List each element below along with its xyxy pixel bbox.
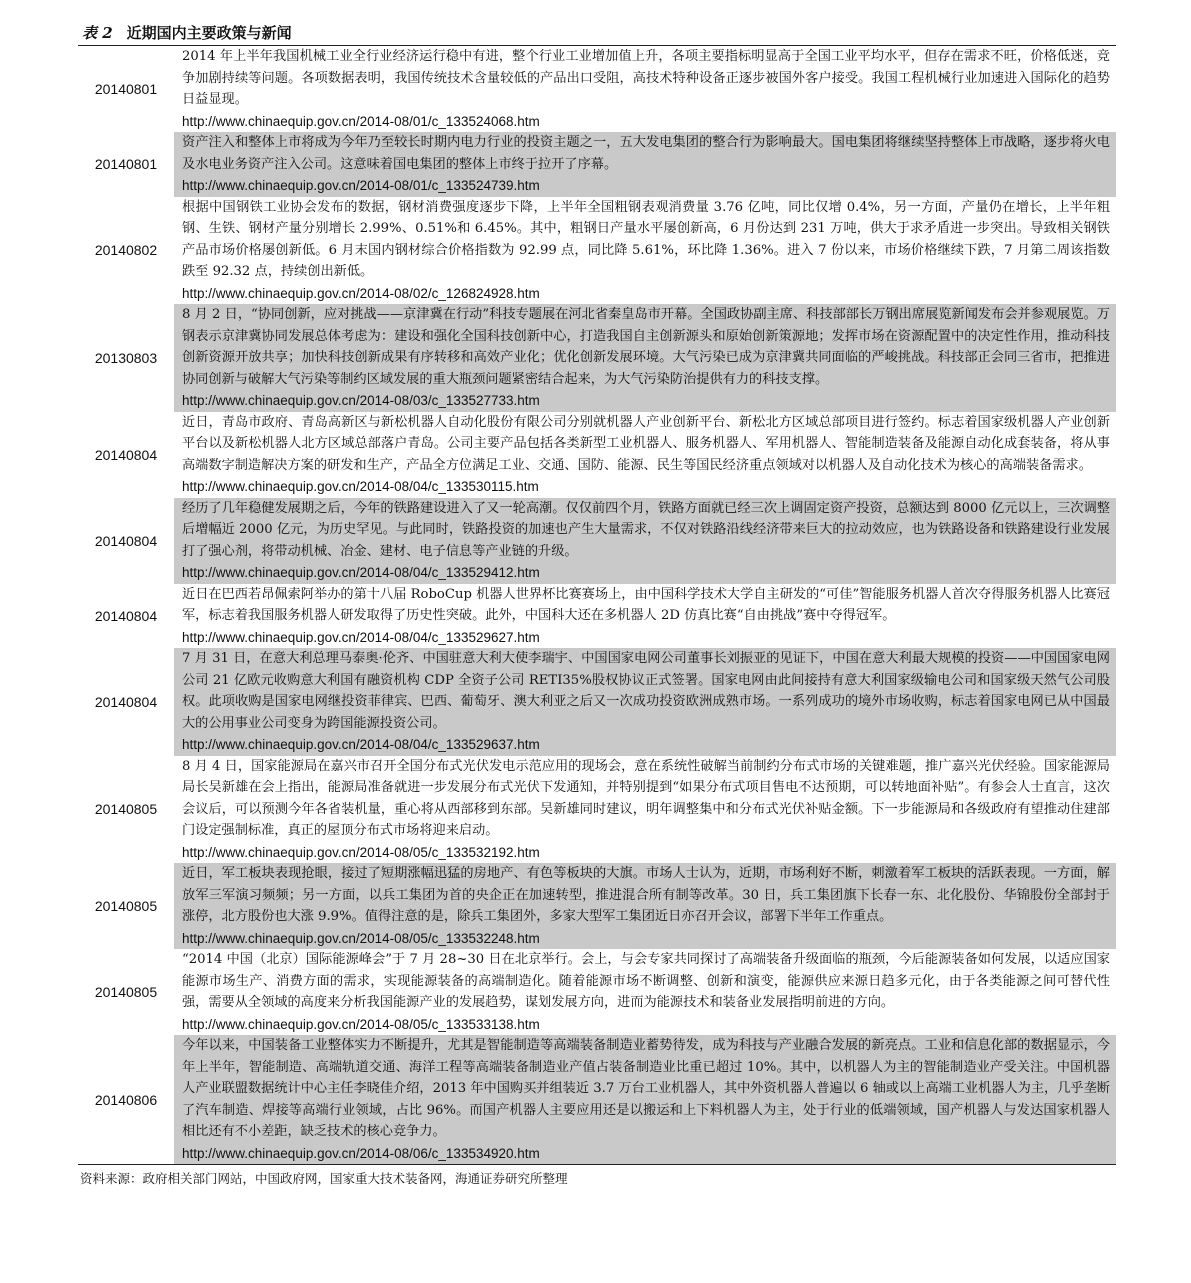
row-date: 20140805 xyxy=(94,801,158,818)
table-number: 表 2 xyxy=(82,24,113,42)
table-title-bar xyxy=(78,20,1116,46)
news-table xyxy=(78,46,1116,1164)
news-text: 近日，军工板块表现抢眼，接过了短期涨幅迅猛的房地产、有色等板块的大旗。市场人士认为，近期，市场利好不断，刺激着军工板块的活跃表现。一方面，解放军三军演习频频；另一方面，以兵工集团为首的央企正在加速转型，推进混合所有制等改革。30 日，兵工集团旗下长春一东、北化股份、华锦股份全部封于涨停，北方股份也大涨 9.9%。值得注意的是，除兵工集团外，多家大型军工集团近日亦召开会议，部署下半年工作重点。 xyxy=(182,866,1110,924)
news-url-link[interactable]: http://www.chinaequip.gov.cn/2014-08/04/c_133529637.htm xyxy=(182,737,540,752)
bottom-rule xyxy=(78,1164,1116,1165)
news-text: 2014 年上半年我国机械工业全行业经济运行稳中有进，整个行业工业增加值上升，各项主要指标明显高于全国工业平均水平，但存在需求不旺，价格低迷，竞争加剧持续等问题。各项数据表明，我国传统技术含量较低的产品出口受阻，高技术特种设备正逐步被国外客户接受。我国工程机械行业加速进入国际化的趋势日益显现。 xyxy=(182,49,1110,107)
table-row xyxy=(78,949,1116,1035)
news-url-link[interactable]: http://www.chinaequip.gov.cn/2014-08/01/c_133524068.htm xyxy=(182,113,540,129)
row-date: 20140805 xyxy=(94,984,158,1000)
row-content xyxy=(174,863,1116,949)
row-date: 20140801 xyxy=(94,81,158,97)
news-url-link[interactable]: http://www.chinaequip.gov.cn/2014-08/04/c_133529627.htm xyxy=(182,629,540,645)
row-date: 20140805 xyxy=(94,898,158,914)
table-row xyxy=(78,412,1116,498)
table-row xyxy=(78,863,1116,949)
news-text: 今年以来，中国装备工业整体实力不断提升，尤其是智能制造等高端装备制造业蓄势待发，成为科技与产业融合发展的新亮点。工业和信息化部的数据显示，今年上半年，智能制造、高端轨道交通、海洋工程等高端装备制造业产值占装备制造业比重已超过 10%。其中，以机器人为主的智能制造业产受关注。中国机器人产业联盟数据统计中心主任李晓佳介绍，2013 年中国购买并组装近 3.7 万台工业机器人，其中外资机器人普遍以 6 轴或以上高端工业机器人为主，几乎垄断了汽车制造、焊接等高端行业领域，占比 96%。而国产机器人主要应用还是以搬运和上下料机器人为主，处于行业的低端领域，国产机器人与发达国家机器人相比还有不小差距，缺乏技术的核心竞争力。 xyxy=(182,1038,1110,1139)
news-text: 7 月 31 日，在意大利总理马泰奥·伦齐、中国驻意大利大使李瑞宇、中国国家电网公司董事长刘振亚的见证下，中国在意大利最大规模的投资——中国国家电网公司 21 亿欧元收购意大利国有融资机构 CDP 全资子公司 RETI35%股权协议正式签署。国家电网由此间接持有意大利国家级输电公司和国家级天然气公司股权。此项收购是国家电网继投资菲律宾、巴西、葡萄牙、澳大利亚之后又一次成功投资欧洲成熟市场。一系列成功的境外市场收购，标志着国家电网已从中国最大的公用事业公司变身为跨国能源投资公司。 xyxy=(182,651,1110,731)
news-text: 近日在巴西若昂佩索阿举办的第十八届 RoboCup 机器人世界杯比赛赛场上，由中国科学技术大学自主研发的“可佳”智能服务机器人首次夺得服务机器人比赛冠军，标志着我国服务机器人研发取得了历史性突破。此外，中国科大还在多机器人 2D 仿真比赛“自由挑战”赛中夺得冠军。 xyxy=(182,586,1110,623)
news-url-link[interactable]: http://www.chinaequip.gov.cn/2014-08/05/c_133533138.htm xyxy=(182,1016,540,1032)
row-date: 20140806 xyxy=(94,1091,158,1108)
row-content xyxy=(174,46,1116,132)
table-row xyxy=(78,498,1116,584)
table-title: 近期国内主要政策与新闻 xyxy=(126,24,292,42)
row-date: 20130803 xyxy=(94,349,158,366)
table-row xyxy=(78,304,1116,412)
news-url-link[interactable]: http://www.chinaequip.gov.cn/2014-08/05/c_133532192.htm xyxy=(182,844,540,860)
news-url-link[interactable]: http://www.chinaequip.gov.cn/2014-08/02/c_126824928.htm xyxy=(182,285,540,301)
source-note: 资料来源：政府相关部门网站，中国政府网，国家重大技术装备网，海通证券研究所整理 xyxy=(80,1171,568,1186)
news-url-link[interactable]: http://www.chinaequip.gov.cn/2014-08/03/c_133527733.htm xyxy=(182,393,540,408)
table-row xyxy=(78,197,1116,305)
news-url-link[interactable]: http://www.chinaequip.gov.cn/2014-08/06/c_133534920.htm xyxy=(182,1145,540,1161)
row-content xyxy=(174,498,1116,584)
row-content xyxy=(174,197,1116,305)
row-date: 20140801 xyxy=(94,156,158,173)
row-date: 20140804 xyxy=(94,532,158,549)
row-date: 20140804 xyxy=(94,446,158,463)
table-row xyxy=(78,132,1116,197)
table-row xyxy=(78,584,1116,649)
table-row xyxy=(78,46,1116,132)
news-text: 8 月 2 日，“协同创新，应对挑战——京津冀在行动”科技专题展在河北省秦皇岛市开幕。全国政协副主席、科技部部长万钢出席展览新闻发布会并参观展览。万钢表示京津冀协同发展总体考虑为：建设和强化全国科技创新中心，打造我国自主创新源头和原始创新策源地；发挥市场在资源配置中的决定性作用，推动科技创新资源开放共享；加快科技创新成果有序转移和高效产业化；优化创新发展环境。大气污染已成为京津冀共同面临的严峻挑战。科技部正会同三省市，把推进协同创新与破解大气污染等制约区域发展的重大瓶颈问题紧密结合起来，为大气污染防治提供有力的科技支撑。 xyxy=(182,307,1110,387)
row-content xyxy=(174,304,1116,412)
row-date: 20140802 xyxy=(94,242,158,259)
row-date: 20140804 xyxy=(94,607,158,624)
news-text: 资产注入和整体上市将成为今年乃至较长时期内电力行业的投资主题之一，五大发电集团的整合行为影响最大。国电集团将继续坚持整体上市战略，逐步将火电及水电业务资产注入公司。这意味着国电集团的整体上市终于拉开了序幕。 xyxy=(182,135,1110,172)
news-text: 经历了几年稳健发展期之后，今年的铁路建设进入了又一轮高潮。仅仅前四个月，铁路方面就已经三次上调固定资产投资，总额达到 8000 亿元以上，三次调整后增幅近 2000 亿元，为历史罕见。与此同时，铁路投资的加速也产生大量需求，不仅对铁路沿线经济带来巨大的拉动效应，也为铁路设备和铁路建设行业发展打了强心剂，将带动机械、冶金、建材、电子信息等产业链的升级。 xyxy=(182,500,1110,559)
news-text: 近日，青岛市政府、青岛高新区与新松机器人自动化股份有限公司分别就机器人产业创新平台、新松北方区域总部项目进行签约。标志着国家级机器人产业创新平台以及新松机器人北方区域总部落户青岛。公司主要产品包括各类新型工业机器人、服务机器人、军用机器人、智能制造装备及能源自动化成套装备，将从事高端数字制造解决方案的研发和生产，产品全方位满足工业、交通、国防、能源、民生等国民经济重点领域对以机器人及自动化技术为核心的高端装备需求。 xyxy=(182,414,1110,473)
row-content xyxy=(174,584,1116,649)
news-url-link[interactable]: http://www.chinaequip.gov.cn/2014-08/01/c_133524739.htm xyxy=(182,178,540,193)
news-text: 8 月 4 日，国家能源局在嘉兴市召开全国分布式光伏发电示范应用的现场会，意在系统性破解当前制约分布式市场的关键难题，推广嘉兴光伏经验。国家能源局局长吴新雄在会上指出，能源局准备就进一步发展分布式光伏下发通知，并特别提到“如果分布式项目售电不达预期，可以转地面补贴”。有参会人士直言，这次会议后，可以预测今年各省装机量，重心将从西部移到东部。吴新雄同时建议，明年调整集中和分布式光伏补贴金额。下一步能源局和各级政府有望推动住建部门设定强制标准，真正的屋顶分布式市场将迎来启动。 xyxy=(182,758,1110,838)
news-url-link[interactable]: http://www.chinaequip.gov.cn/2014-08/05/c_133532248.htm xyxy=(182,930,540,946)
row-content xyxy=(174,648,1116,756)
news-text: “2014 中国（北京）国际能源峰会”于 7 月 28~30 日在北京举行。会上，与会专家共同探讨了高端装备升级面临的瓶颈，今后能源装备如何发展，以适应国家能源市场生产、消费方面的需求，实现能源装备的高端制造化。随着能源市场不断调整、创新和演变，能源供应来源日趋多元化，由于各类能源之间可替代性强，需要从全领域的高度来分析我国能源产业的发展趋势，谋划发展方向，进而为能源技术和装备业发展指明前进的方向。 xyxy=(182,952,1110,1010)
news-url-link[interactable]: http://www.chinaequip.gov.cn/2014-08/04/c_133530115.htm xyxy=(182,479,539,494)
row-content xyxy=(174,949,1116,1035)
table-row xyxy=(78,1035,1116,1164)
row-date: 20140804 xyxy=(94,693,158,710)
document-page xyxy=(78,20,1116,1187)
news-text: 根据中国钢铁工业协会发布的数据，钢材消费强度逐步下降，上半年全国粗钢表观消费量 3.76 亿吨，同比仅增 0.4%，另一方面，产量仍在增长，上半年粗钢、生铁、钢材产量分别增长 2.99%、0.51%和 6.45%。其中，粗钢日产量水平屡创新高，6 月份达到 231 万吨，供大于求矛盾进一步突出。导致相关钢铁产品市场价格屡创新低。6 月末国内钢材综合价格指数为 92.99 点，同比降 5.61%，环比降 1.36%。进入 7 份以来，市场价格继续下跌，7 月第二周该指数跌至 92.32 点，持续创出新低。 xyxy=(182,199,1110,279)
news-url-link[interactable]: http://www.chinaequip.gov.cn/2014-08/04/c_133529412.htm xyxy=(182,565,540,580)
row-content xyxy=(174,412,1116,498)
row-content xyxy=(174,756,1116,864)
row-content xyxy=(174,1035,1116,1164)
table-row xyxy=(78,756,1116,864)
table-row xyxy=(78,648,1116,756)
row-content xyxy=(174,132,1116,197)
